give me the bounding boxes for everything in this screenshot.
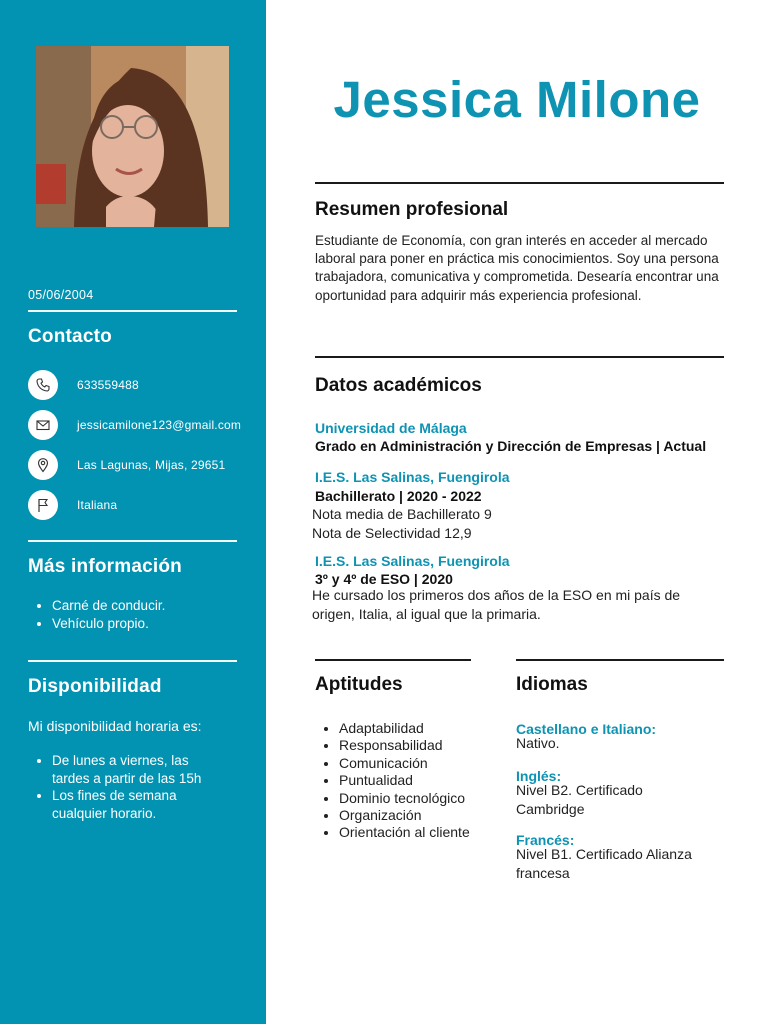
address-text: Las Lagunas, Mijas, 29651 [77, 458, 226, 472]
institution-name: I.E.S. Las Salinas, Fuengirola [315, 553, 510, 569]
skills-list [339, 720, 470, 842]
section-divider [315, 356, 724, 358]
education-note: He cursado los primeros dos años de la ESO en mi país de origen, Italia, al igual que la primaria. [312, 587, 681, 622]
profile-photo [36, 46, 229, 227]
degree-title: Grado en Administración y Dirección de Empresas | Actual [315, 438, 707, 454]
list-item: • Los fines de semana cualquier horario. [52, 787, 222, 822]
list-item: • Responsabilidad [339, 737, 470, 754]
contact-nationality [28, 490, 258, 520]
grade-note: Nota de Selectividad 12,9 [312, 525, 472, 541]
availability-list [52, 752, 222, 822]
list-item: • Puntualidad [339, 772, 470, 789]
phone-icon [28, 370, 58, 400]
availability-intro: Mi disponibilidad horaria es: [28, 718, 202, 734]
more-info-heading: Más información [28, 556, 182, 577]
institution-name: Universidad de Málaga [315, 420, 467, 436]
list-item: • Adaptabilidad [339, 720, 470, 737]
language-name: Inglés: [516, 768, 562, 784]
list-item: • Comunicación [339, 755, 470, 772]
candidate-name: Jessica Milone [333, 71, 701, 128]
list-item: • Dominio tecnológico [339, 790, 470, 807]
language-name: Castellano e Italiano: [516, 721, 657, 737]
list-item: • Carné de conducir. [52, 597, 165, 615]
email-icon [28, 410, 58, 440]
sidebar-divider [28, 310, 237, 312]
section-divider [315, 659, 471, 661]
skills-heading: Aptitudes [315, 674, 403, 695]
degree-title: 3º y 4º de ESO | 2020 [315, 571, 453, 587]
more-info-list [52, 597, 165, 632]
nationality-text: Italiana [77, 498, 118, 512]
contact-email [28, 410, 258, 440]
language-level: Nivel B2. Certificado Cambridge [516, 782, 643, 817]
institution-name: I.E.S. Las Salinas, Fuengirola [315, 469, 510, 485]
list-item: • Orientación al cliente [339, 824, 470, 841]
language-name: Francés: [516, 832, 575, 848]
list-item: • Vehículo propio. [52, 615, 165, 633]
contact-heading: Contacto [28, 326, 112, 347]
section-divider [315, 182, 724, 184]
grade-note: Nota media de Bachillerato 9 [312, 506, 492, 522]
sidebar-divider [28, 660, 237, 662]
summary-text: Estudiante de Economía, con gran interés en acceder al mercado laboral para poner en práctica mis conocimientos. Soy una persona trabajadora, comunicativa y comprometida. Desearía encontrar una oportunidad para adquirir más experiencia profesional. [315, 233, 719, 303]
list-item: • De lunes a viernes, las tardes a partir de las 15h [52, 752, 222, 787]
contact-phone [28, 370, 258, 400]
email-text[interactable]: jessicamilone123@gmail.com [77, 418, 242, 432]
phone-text[interactable]: 633559488 [77, 378, 139, 392]
birth-date: 05/06/2004 [28, 288, 94, 302]
location-pin-icon [28, 450, 58, 480]
language-level: Nivel B1. Certificado Alianza francesa [516, 846, 692, 881]
sidebar [0, 0, 266, 1024]
language-level: Nativo. [516, 735, 560, 751]
degree-title: Bachillerato | 2020 - 2022 [315, 488, 482, 504]
contact-address [28, 450, 258, 480]
list-item: • Organización [339, 807, 470, 824]
availability-heading: Disponibilidad [28, 676, 162, 697]
section-divider [516, 659, 724, 661]
languages-heading: Idiomas [516, 674, 588, 695]
flag-icon [28, 490, 58, 520]
summary-heading: Resumen profesional [315, 199, 509, 220]
academic-heading: Datos académicos [315, 375, 482, 396]
sidebar-divider [28, 540, 237, 542]
